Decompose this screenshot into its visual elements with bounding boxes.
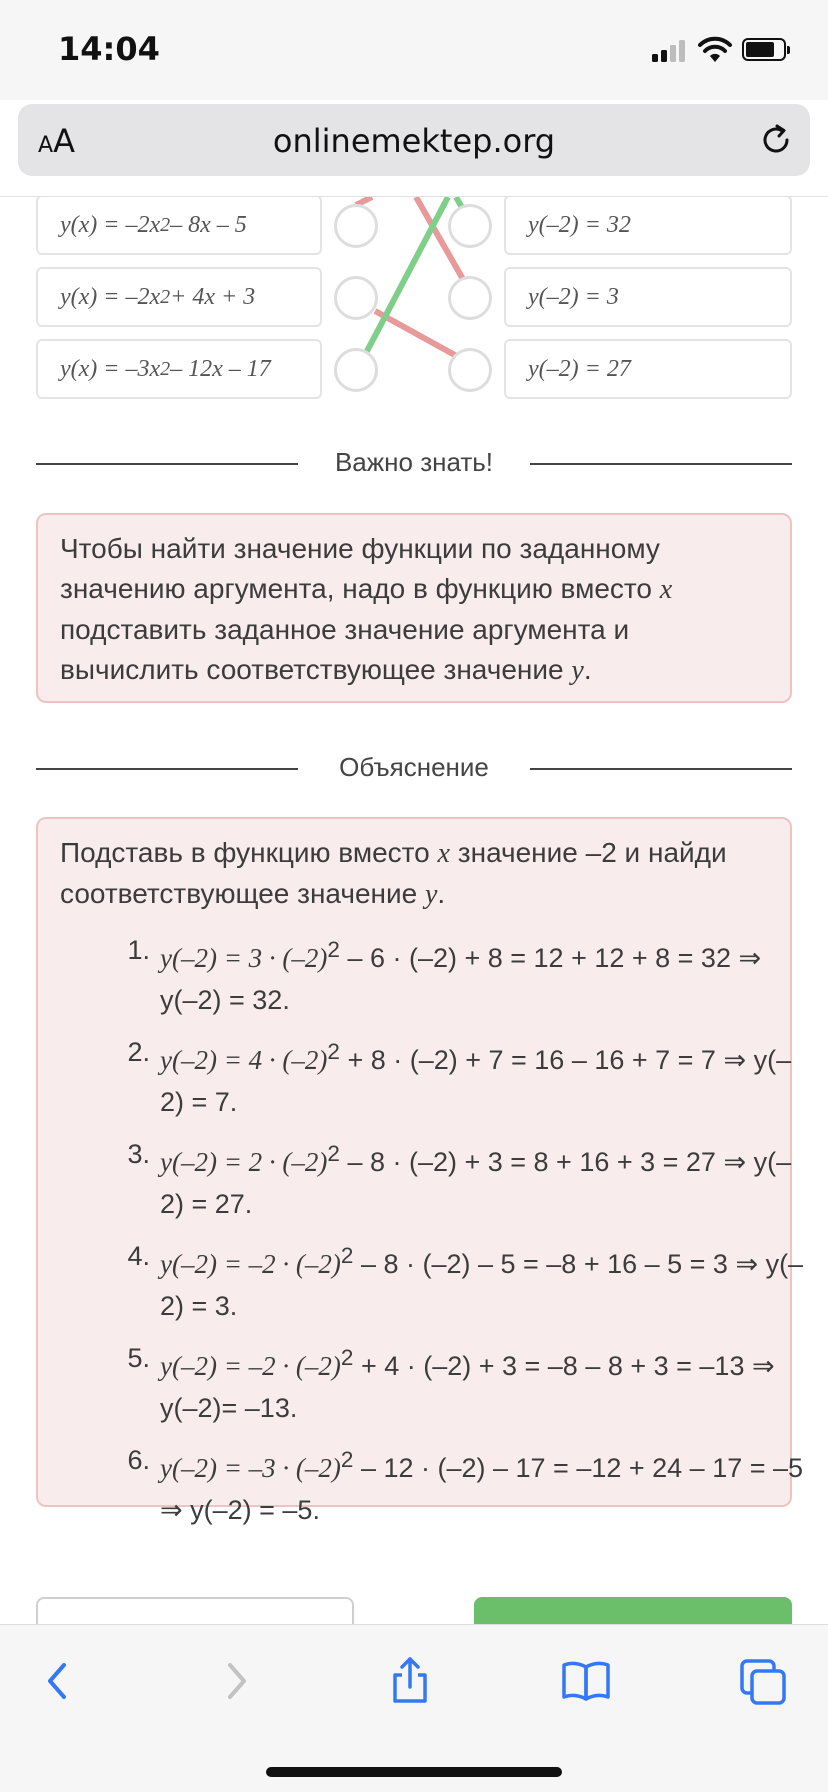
left-connector-3[interactable] [334,348,378,392]
solution-step: 4. $y(-2) = -2 \cdot (-2)^2 - 8 \cdot (-2) - 5 = -8 + 16 - 5 = 3$ ⇒ y(–2) = 3. [127,1241,804,1321]
solution-step: 2. $y(-2) = 4 \cdot (-2)^2 + 8 \cdot (-2) + 7 = 16 - 16 + 7 = 7$ ⇒ y(–2) = 7. [127,1037,792,1117]
chevron-right-icon[interactable] [208,1653,264,1709]
signal-icon [652,38,688,62]
right-connector-1[interactable] [448,204,492,248]
section-divider [530,463,792,465]
explanation-title: Объяснение [339,752,489,782]
home-indicator [266,1767,562,1777]
left-connector-2[interactable] [334,276,378,320]
right-option-1[interactable]: y(–2) = 32 [504,197,792,255]
share-icon[interactable] [382,1653,438,1709]
tabs-icon[interactable] [736,1653,792,1709]
address-bar[interactable] [18,104,810,176]
secondary-button[interactable] [36,1597,354,1624]
right-option-3[interactable]: y(–2) = 27 [504,339,792,399]
browser-toolbar [0,1624,828,1792]
url-text[interactable]: onlinemektep.org [272,122,556,160]
important-note [36,513,792,703]
left-option-2[interactable]: y(x) = –2x 2 + 4x + 3 [36,267,322,327]
status-bar [0,0,828,100]
solution-steps [124,929,804,1541]
solution-step: 3. $y(-2) = 2 \cdot (-2)^2 - 8 \cdot (-2) + 3 = 8 + 16 + 3 = 27$ ⇒ y(–2) = 27. [127,1139,792,1219]
battery-icon [742,38,786,61]
solution-step: 6. $y(-2) = -3 \cdot (-2)^2 - 12 \cdot (-2) - 17 = -12 + 24 - 17 = -5$ ⇒ y(–2) = –5. [127,1445,804,1525]
explanation-intro: Подставь в функцию вместо x значение –2 и найди соответствующее значение y. [60,837,727,910]
section-divider [36,463,298,465]
right-connector-3[interactable] [448,348,492,392]
solution-step: 1. $y(-2) = 3 \cdot (-2)^2 - 6 \cdot (-2) + 8 = 12 + 12 + 8 = 32$ ⇒ y(–2) = 32. [127,935,762,1015]
section-divider [36,768,298,770]
left-connector-1[interactable] [334,204,378,248]
primary-button[interactable] [474,1597,792,1624]
text-size-button[interactable]: AA [38,122,75,160]
right-option-2[interactable]: y(–2) = 3 [504,267,792,327]
explanation-panel [36,817,804,1525]
left-option-1[interactable]: y(x) = –2x 2 – 8x – 5 [36,197,322,255]
important-title: Важно знать! [334,447,494,477]
wifi-icon [698,36,732,64]
section-divider [530,768,792,770]
chevron-left-icon[interactable] [30,1653,86,1709]
page-content [0,197,828,1624]
reload-icon[interactable] [758,122,794,158]
status-time: 14:04 [58,30,160,68]
important-text: Чтобы найти значение функции по заданному значению аргумента, надо в функцию вместо x подставить заданное значение аргумента и вычислить соответствующее значение y. [60,533,673,686]
left-option-3[interactable]: y(x) = –3x 2 – 12x – 17 [36,339,322,399]
right-connector-2[interactable] [448,276,492,320]
book-icon[interactable] [558,1653,614,1709]
solution-step: 5. $y(-2) = -2 \cdot (-2)^2 + 4 \cdot (-2) + 3 = -8 - 8 + 3 = -13$ ⇒ y(–2)= –13. [127,1343,775,1423]
